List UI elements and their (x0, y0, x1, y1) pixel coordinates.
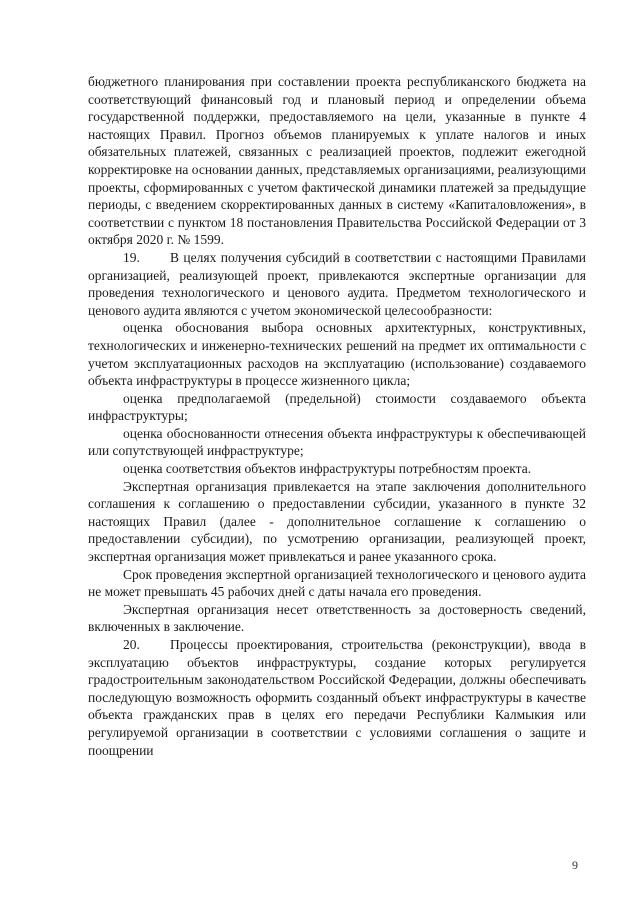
paragraph-item-19 (88, 249, 586, 319)
paragraph-expert-engagement (88, 478, 586, 566)
paragraph-assessment-classification (88, 425, 586, 460)
paragraph-text: Процессы проектирования, строительства (реконструкции), ввода в эксплуатацию объектов инфраструктуры, создание которых регулируется градостроительным законодательством Российской Федерации, должны обеспечивать последующую возможность оформить созданный объект инфраструктуры в качестве объекта гражданских прав в целях его передачи Республики Калмыкия или регулируемой организации в соответствии с условиями соглашения о защите и поощрении (88, 637, 586, 758)
paragraph-assessment-solutions (88, 319, 586, 389)
paragraph-number: 19. (123, 249, 140, 265)
paragraph-item-20 (88, 636, 586, 759)
paragraph-assessment-cost (88, 390, 586, 425)
paragraph-text: оценка обоснованности отнесения объекта инфраструктуры к обеспечивающей или сопутствующей инфраструктуре; (88, 425, 586, 459)
document-body (88, 73, 586, 759)
paragraph-number: 20. (123, 637, 140, 652)
page-number: 9 (572, 858, 578, 872)
paragraph-audit-term (88, 566, 586, 601)
paragraph-expert-responsibility (88, 601, 586, 636)
paragraph-text: Экспертная организация несет ответственность за достоверность сведений, включенных в заключение. (88, 601, 586, 635)
paragraph-text: бюджетного планирования при составлении проекта республиканского бюджета на соответствующий финансовый год и плановый период и определении объема государственной поддержки, предоставляемого на цели, указанные в пункте 4 настоящих Правил. Прогноз объемов планируемых к уплате налогов и иных обязательных платежей, связанных с реализацией проектов, подлежит ежегодной корректировке на основании данных, представляемых организациями, реализующими проекты, сформированных с учетом фактической динамики платежей за предыдущие периоды, с введением скорректированных данных в систему «Капиталовложения», в соответствии с пунктом 18 постановления Правительства Российской Федерации от 3 октября 2020 г. № 1599. (88, 74, 586, 248)
paragraph-text: Срок проведения экспертной организацией технологического и ценового аудита не может превышать 45 рабочих дней с даты начала его проведения. (88, 566, 586, 600)
paragraph-text: оценка соответствия объектов инфраструктуры потребностям проекта. (123, 461, 532, 477)
paragraph-text: В целях получения субсидий в соответствии с настоящими Правилами организацией, реализующей проект, привлекаются экспертные организации для проведения технологического и ценового аудита. Предметом технологического и ценового аудита являются с учетом экономической целесообразности: (88, 249, 586, 318)
paragraph-text: оценка предполагаемой (предельной) стоимости создаваемого объекта инфраструктуры; (88, 390, 586, 424)
paragraph-assessment-compliance (88, 460, 586, 478)
paragraph-text: оценка обоснования выбора основных архитектурных, конструктивных, технологических и инженерно-технических решений на предмет их оптимальности с учетом эксплуатационных расходов на эксплуатацию (использование) создаваемого объекта инфраструктуры в процессе жизненного цикла; (88, 320, 586, 389)
paragraph-continuation (88, 73, 586, 249)
paragraph-text: Экспертная организация привлекается на этапе заключения дополнительного соглашения к соглашению о предоставлении субсидии, указанного в пункте 32 настоящих Правил (далее - дополнительное соглашение к соглашению о предоставлении субсидии), по усмотрению организации, реализующей проект, экспертная организация может привлекаться и ранее указанного срока. (88, 478, 586, 565)
